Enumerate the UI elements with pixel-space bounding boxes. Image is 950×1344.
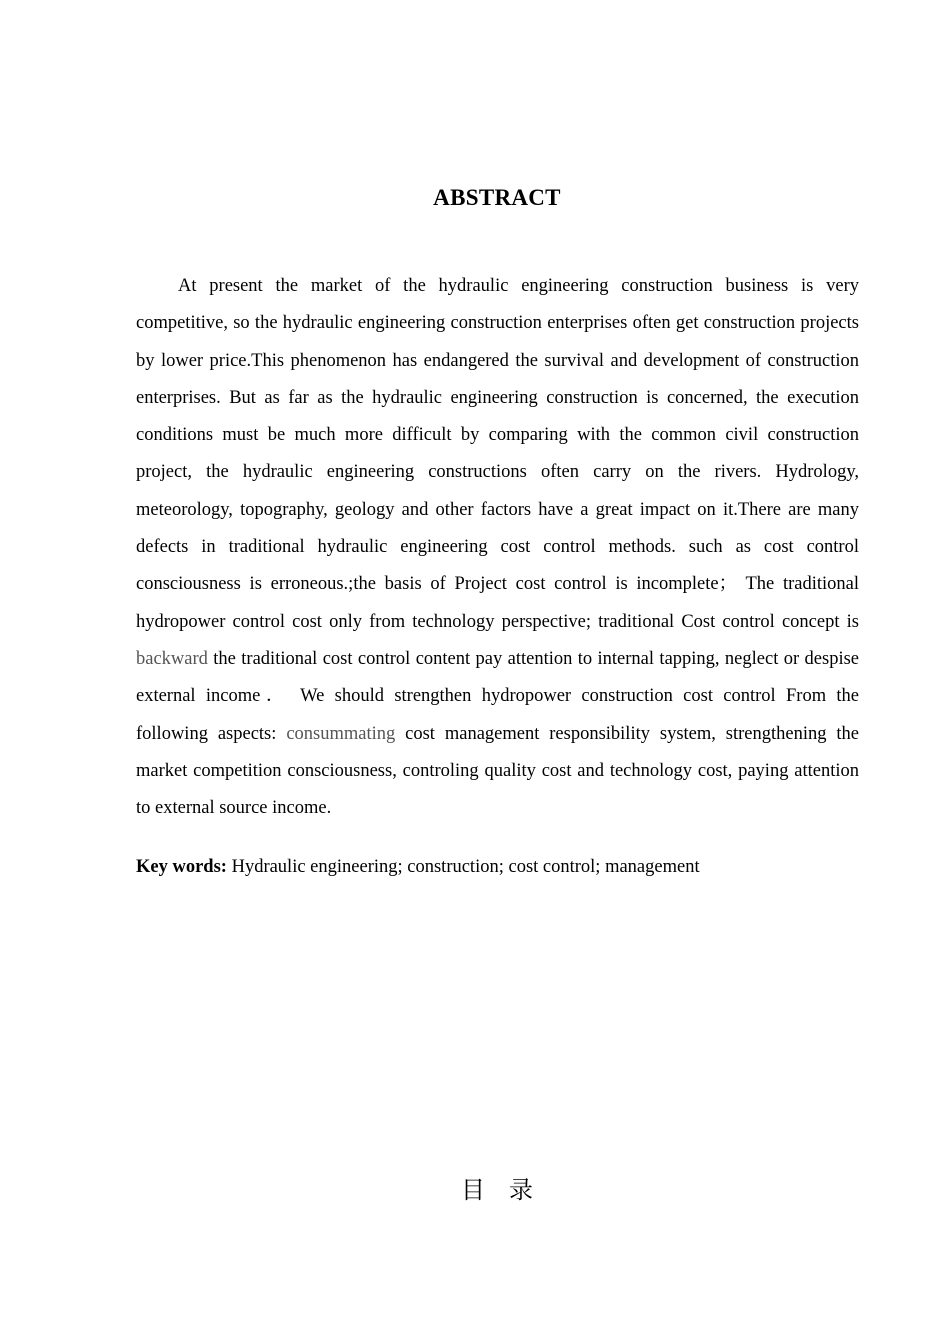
highlighted-word-backward: backward [136, 648, 208, 669]
abstract-title: ABSTRACT [433, 185, 561, 210]
abstract-text-part-3: cost management responsibility system, strengthening the market competition consciousness, controling quality cost and technology cost, paying attention to external source income. [136, 723, 859, 819]
keywords-label: Key words: [136, 857, 227, 877]
abstract-text-part-2: the traditional cost control content pay attention to internal tapping, neglect or despise external income． We should strengthen hydropower construction cost control From the following aspects: [136, 648, 859, 744]
toc-title: 目录 [461, 1176, 557, 1204]
keywords-line [136, 852, 859, 882]
keywords-text: Hydraulic engineering; construction; cost control; management [226, 857, 700, 877]
abstract-body [136, 268, 859, 827]
highlighted-word-consummating: consummating [286, 723, 396, 744]
abstract-text-part-1: At present the market of the hydraulic engineering construction business is very competitive, so the hydraulic engineering construction enterprises often get construction projects by lower price.This phenomenon has endangered the survival and development of construction enterprises. But as far as the hydraulic engineering construction is concerned, the execution conditions must be much more difficult by comparing with the common civil construction project, the hydraulic engineering constructions often carry on the rivers. Hydrology, meteorology, topography, geology and other factors have a great impact on it.There are many defects in traditional hydraulic engineering cost control methods. such as cost control consciousness is erroneous.;the basis of Project cost control is incomplete； The traditional hydropower control cost only from technology perspective; traditional Cost control concept is [136, 276, 859, 632]
